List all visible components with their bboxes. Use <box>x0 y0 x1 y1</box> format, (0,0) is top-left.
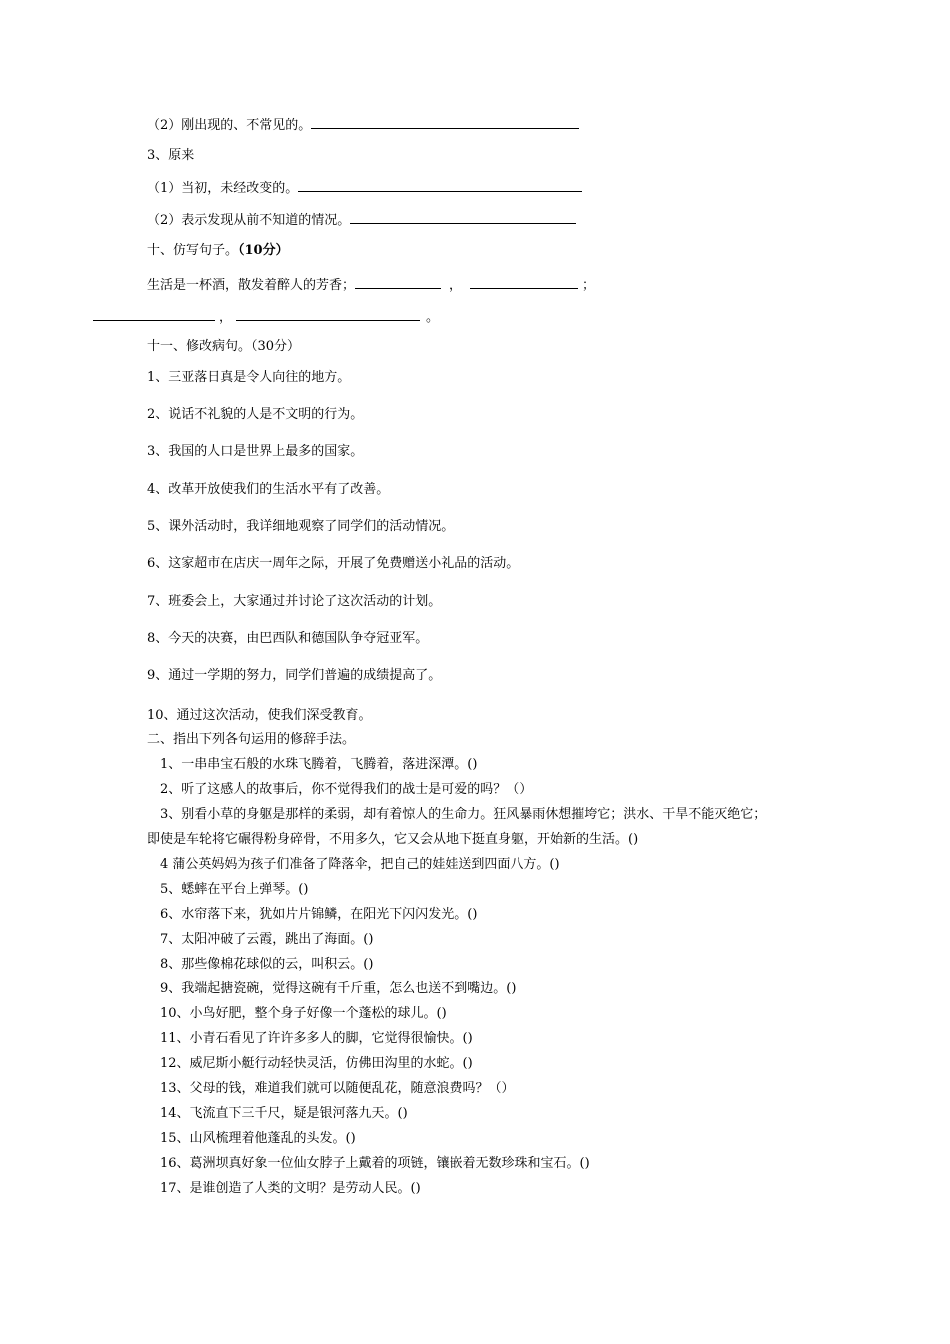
question-item: 9、我端起搪瓷碗，觉得这碗有千斤重，怎么也送不到嘴边。() <box>160 981 517 996</box>
question-item: 15、山风梳理着他蓬乱的头发。() <box>160 1131 356 1146</box>
item-text: （2）表示发现从前不知道的情况。 <box>147 213 351 228</box>
question-item: 9、通过一学期的努力，同学们普遍的成绩提高了。 <box>147 668 442 683</box>
imitation-sentence-line-2 <box>93 308 439 326</box>
answer-blank[interactable] <box>470 276 578 289</box>
question-item: 12、威尼斯小艇行动轻快灵活，仿佛田沟里的水蛇。() <box>160 1056 473 1071</box>
punctuation: 。 <box>426 310 440 325</box>
question-item: 2、说话不礼貌的人是不文明的行为。 <box>147 407 364 422</box>
example-sentence: 生活是一杯酒，散发着醉人的芳香； <box>147 278 356 293</box>
question-item: 7、太阳冲破了云霞，跳出了海面。() <box>160 932 374 947</box>
item-text: （1）当初，未经改变的。 <box>147 181 299 196</box>
question-item: 1、三亚落日真是令人向往的地方。 <box>147 370 351 385</box>
question-item: 8、那些像棉花球似的云，叫积云。() <box>160 957 374 972</box>
question-item: 3、别看小草的身躯是那样的柔弱，却有着惊人的生命力。狂风暴雨休想摧垮它；洪水、干旱不能灭绝它； <box>160 807 767 822</box>
question-item: 2、听了这感人的故事后，你不觉得我们的战士是可爱的吗？（） <box>160 782 533 797</box>
question-item: 4、改革开放使我们的生活水平有了改善。 <box>147 482 390 497</box>
answer-blank[interactable] <box>350 211 576 224</box>
answer-blank[interactable] <box>236 308 420 321</box>
question-item: 10、小鸟好肥，整个身子好像一个蓬松的球儿。() <box>160 1006 447 1021</box>
question-item: 4 蒲公英妈妈为孩子们准备了降落伞，把自己的娃娃送到四面八方。() <box>160 857 560 872</box>
answer-blank[interactable] <box>298 179 582 192</box>
question-item: 1、一串串宝石般的水珠飞腾着，飞腾着，落进深潭。() <box>160 757 478 772</box>
definition-line <box>147 116 579 134</box>
section-title: 十一、修改病句。（30分） <box>147 339 301 354</box>
question-item: 5、课外活动时，我详细地观察了同学们的活动情况。 <box>147 519 455 534</box>
question-item: 8、今天的决赛，由巴西队和德国队争夺冠亚军。 <box>147 631 429 646</box>
question-item: 5、蟋蟀在平台上弹琴。() <box>160 882 309 897</box>
item-text: （2）刚出现的、不常见的。 <box>147 118 312 133</box>
section-title: 二、指出下列各句运用的修辞手法。 <box>147 732 356 747</box>
imitation-sentence-line <box>147 276 595 294</box>
question-item: 6、水帘落下来，犹如片片锦鳞，在阳光下闪闪发光。() <box>160 907 478 922</box>
question-item-continuation: 即使是车轮将它碾得粉身碎骨，不用多久，它又会从地下挺直身躯，开始新的生活。() <box>147 832 639 847</box>
question-item: 6、这家超市在店庆一周年之际，开展了免费赠送小礼品的活动。 <box>147 556 520 571</box>
answer-blank[interactable] <box>93 308 215 321</box>
punctuation: ； <box>582 278 596 293</box>
punctuation: ， <box>449 278 463 293</box>
section-score: （10分） <box>238 243 289 258</box>
question-item: 17、是谁创造了人类的文明？是劳动人民。() <box>160 1181 421 1196</box>
definition-line <box>147 179 582 197</box>
question-item: 13、父母的钱，难道我们就可以随便乱花，随意浪费吗？（） <box>160 1081 515 1096</box>
question-item: 10、通过这次活动，使我们深受教育。 <box>147 708 372 723</box>
word-heading: 3、原来 <box>147 148 195 163</box>
section-title-text: 十、仿写句子。 <box>147 243 239 258</box>
question-item: 16、葛洲坝真好象一位仙女脖子上戴着的项链，镶嵌着无数珍珠和宝石。() <box>160 1156 590 1171</box>
answer-blank[interactable] <box>355 276 441 289</box>
section-title <box>147 243 289 259</box>
question-item: 3、我国的人口是世界上最多的国家。 <box>147 444 364 459</box>
question-item: 14、飞流直下三千尺，疑是银河落九天。() <box>160 1106 408 1121</box>
question-item: 7、班委会上，大家通过并讨论了这次活动的计划。 <box>147 594 442 609</box>
punctuation: ， <box>219 310 233 325</box>
answer-blank[interactable] <box>311 116 579 129</box>
question-item: 11、小青石看见了许许多多人的脚，它觉得很愉快。() <box>160 1031 473 1046</box>
definition-line <box>147 211 576 229</box>
